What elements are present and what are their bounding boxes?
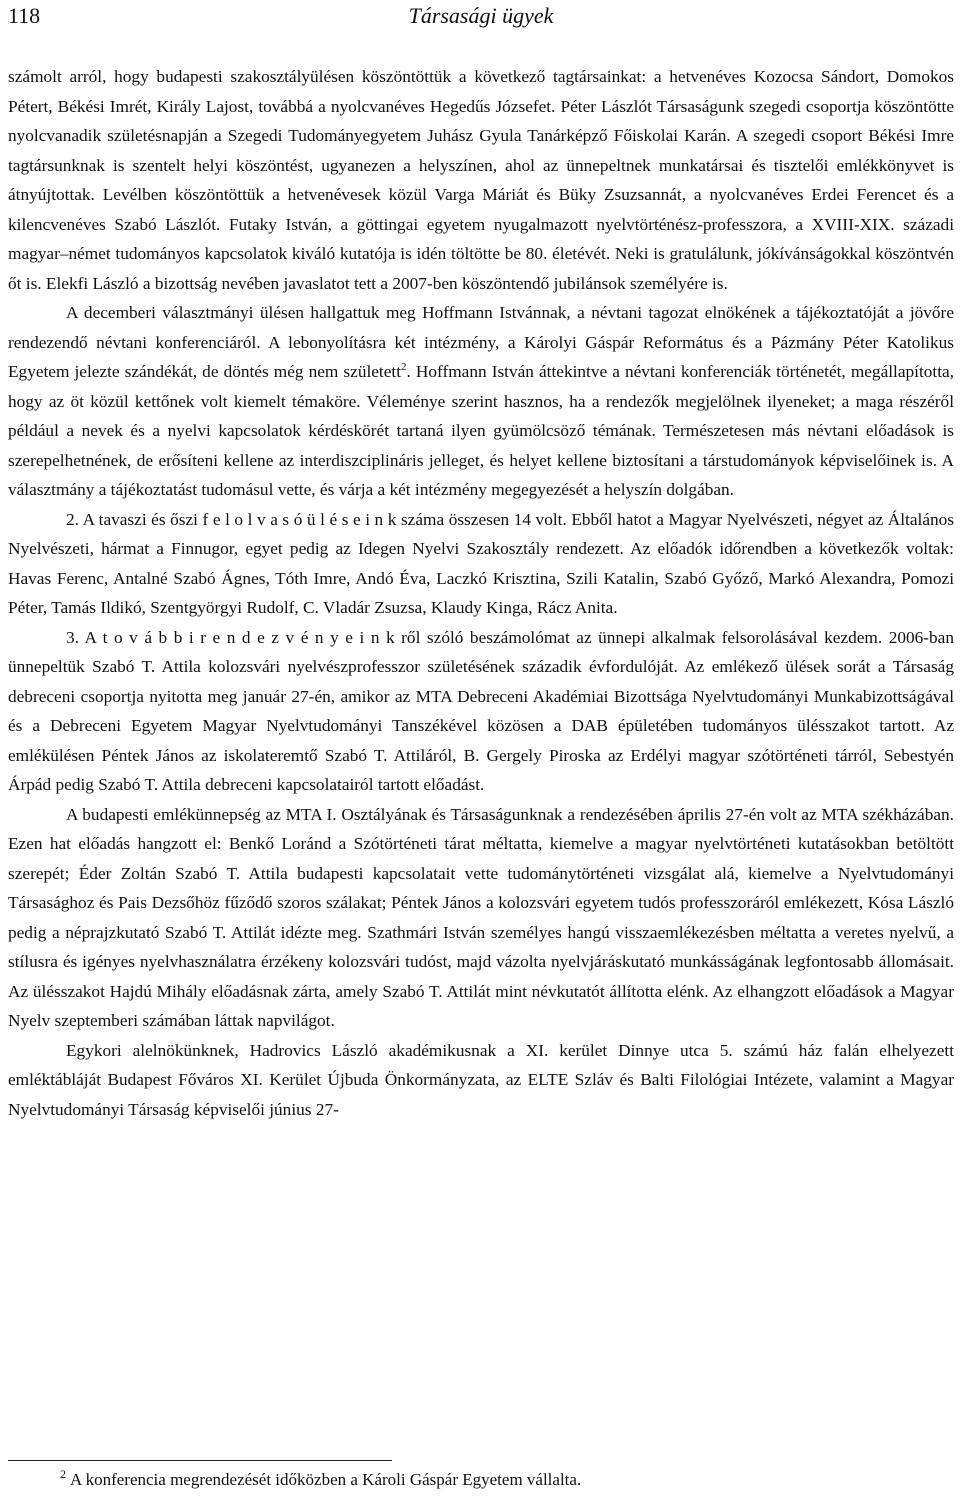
- paragraph-1: számolt arról, hogy budapesti szakosztályülésen köszöntöttük a következő tagtársainkat: a hetvenéves Kozocsa Sándort, Domokos Pétert, Békési Imrét, Király Lajost, továbbá a nyolcvanéves Hegedűs Józsefet. Péter Lászlót Társaságunk szegedi csoportja köszöntötte nyolcvanadik születésnapján a Szegedi Tudományegyetem Juhász Gyula Tanárképző Főiskolai Karán. A szegedi csoport Békési Imre tagtársunknak is szentelt helyi köszöntést, ugyanezen a helyszínen, ahol az ünnepeltnek munkatársai és tisztelői emlékkönyvet is átnyújtottak. Levélben köszöntöttük a hetvenévesek közül Varga Máriát és Büky Zsuzsannát, a nyolcvanéves Erdei Ferencet és a kilencvenéves Szabó Lászlót. Futaky István, a göttingai egyetem nyugalmazott nyelvtörténész-professzora, a XVIII-XIX. századi magyar–német tudományos kapcsolatok kiváló kutatója is idén töltötte be 80. életévét. Neki is gratulálunk, jókívánságokkal köszöntvén őt is. Elekfi László a bizottság nevében javaslatot tett a 2007-ben köszöntendő jubilánsok személyére is.: [8, 67, 954, 293]
- paragraph-2-part-b: . Hoffmann István áttekintve a névtani konferenciák történetét, megállapította, hogy az öt közül kettőnek volt kiemelt témaköre. Véleménye szerint hasznos, ha a rendezők megjelölnek ilyeneket; a maga részéről például a nevek és a nyelvi kapcsolatok kérdéskörét tartaná ilyen gyümölcsöző témának. Természetesen más névtani előadások is szerepelhetnének, de erősíteni kellene az interdiszciplináris jelleget, és helyet kellene biztosítani a társtudományok képviselőinek is. A választmány a tájékoztatást tudomásul vette, és várja a két intézmény megegyezését a helyszín dolgában.: [8, 362, 954, 499]
- footnote: [60, 1468, 940, 1492]
- footnote-reference: 2: [401, 361, 407, 374]
- running-head: [8, 2, 954, 30]
- paragraph-4: 3. A t o v á b b i r e n d e z v é n y e i n k ről szóló beszámolómat az ünnepi alkalmak felsorolásával kezdem. 2006-ban ünnepeltük Szabó T. Attila kolozsvári nyelvészprofesszor születésének századik évfordulóját. Az emlékező ülések sorát a Társaság debreceni csoportja nyitotta meg január 27-én, amikor az MTA Debreceni Akadémiai Bizottsága Nyelvtudományi Munkabizottságával és a Debreceni Egyetem Magyar Nyelvtudományi Tanszékével közösen a DAB épületében tudományos ülésszakot tartott. Az emlékülésen Péntek János az iskolateremtő Szabó T. Attiláról, B. Gergely Piroska az Erdélyi magyar szótörténeti tárról, Sebestyén Árpád pedig Szabó T. Attila debreceni kapcsolatairól tartott előadást.: [8, 627, 954, 794]
- paragraph-2-part-a: A decemberi választmányi ülésen hallgattuk meg Hoffmann Istvánnak, a névtani tagozat elnökének a tájékoztatóját a jövőre rendezendő névtani konferenciáról. A lebonyolításra két intézmény, a Károlyi Gáspár Református és a Pázmány Péter Katolikus Egyetem jelezte szándékát, de döntés még nem született: [8, 303, 954, 381]
- footnote-number: 2: [60, 1467, 66, 1482]
- body-text: [8, 62, 954, 1124]
- paragraph-6: Egykori alelnökünknek, Hadrovics László akadémikusnak a XI. kerület Dinnye utca 5. számú ház falán elhelyezett emléktábláját Budapest Főváros XI. Kerület Újbuda Önkormányzata, az ELTE Szláv és Balti Filológiai Intézete, valamint a Magyar Nyelvtudományi Társaság képviselői június 27-: [8, 1040, 954, 1119]
- footnote-divider: [8, 1460, 392, 1461]
- paragraph-5: A budapesti emlékünnepség az MTA I. Osztályának és Társaságunknak a rendezésében április 27-én volt az MTA székházában. Ezen hat előadás hangzott el: Benkő Loránd a Szótörténeti tárat méltatta, kiemelve a magyar nyelvtörténeti kutatásokban betöltött szerepét; Éder Zoltán Szabó T. Attila budapesti kapcsolatait vette tudománytörténeti vizsgálat alá, kiemelve a Nyelvtudományi Társasághoz és Pais Dezsőhöz fűződő szoros szálakat; Péntek János a kolozsvári egyetem tudós professzoráról emlékezett, Kósa László pedig a néprajzkutató Szabó T. Attilát idézte meg. Szathmári István személyes hangú visszaemlékezésben méltatta a veretes nyelvű, a stílusra és igényes nyelvhasználatra érzékeny kolozsvári tudóst, majd vázolta nyelvjáráskutató munkásságának legfontosabb állomásait. Az ülésszakot Hajdú Mihály előadásnak zárta, amely Szabó T. Attilát mint névkutatót állította elénk. Az elhangzott előadások a Magyar Nyelv szeptemberi számában láttak napvilágot.: [8, 804, 954, 1030]
- footnote-text: A konferencia megrendezését időközben a Károli Gáspár Egyetem vállalta.: [70, 1470, 582, 1489]
- document-page: [8, 0, 958, 1501]
- page-number: 118: [8, 3, 41, 28]
- running-title: Társasági ügyek: [408, 3, 554, 28]
- paragraph-3: 2. A tavaszi és őszi f e l o l v a s ó ü l é s e i n k száma összesen 14 volt. Ebből hatot a Magyar Nyelvészeti, négyet az Általános Nyelvészeti, hármat a Finnugor, egyet pedig az Idegen Nyelvi Szakosztály rendezett. Az előadók időrendben a következők voltak: Havas Ferenc, Antalné Szabó Ágnes, Tóth Imre, Andó Éva, Laczkó Krisztina, Szili Katalin, Szabó Győző, Markó Alexandra, Pomozi Péter, Tamás Ildikó, Szentgyörgyi Rudolf, C. Vladár Zsuzsa, Klaudy Kinga, Rácz Anita.: [8, 509, 954, 617]
- paragraph-2: [8, 298, 954, 505]
